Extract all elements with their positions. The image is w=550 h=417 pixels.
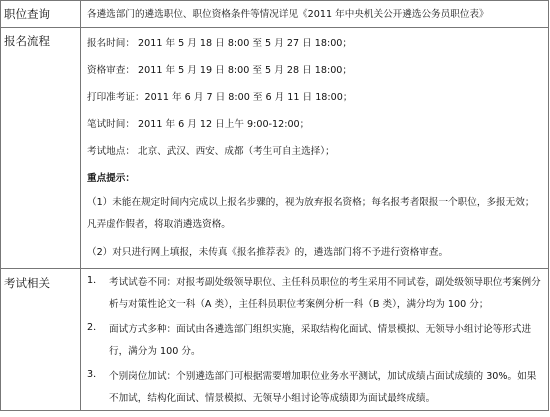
exam-item-2: [87, 319, 543, 363]
key-tip-2: （2）对只进行网上填报，未传真《报名推荐表》的，遴选部门将不予进行资格审查。: [87, 247, 449, 258]
qualification-review: 资格审查： 2011 年 5 月 19 日 8:00 至 5 月 28 日 18:00；: [87, 65, 352, 76]
registration-time: 报名时间： 2011 年 5 月 18 日 8:00 至 5 月 27 日 18:00；: [87, 38, 352, 49]
written-exam-time: 笔试时间： 2011 年 6 月 12 日上午 9:00-12:00；: [87, 119, 310, 130]
exam-item-1-text: 考试试卷不同：对报考副处级领导职位、主任科员职位的考生采用不同试卷，副处级领导职位考案例分析与对策性论文一科（A 类），主任科员职位考案例分析一科（B 类），满分均为 100 分；: [109, 277, 541, 310]
exam-item-3: [87, 366, 543, 410]
table-row-registration: [1, 28, 549, 269]
exam-item-2-number: 2．: [87, 322, 103, 333]
exam-item-1: [87, 272, 543, 316]
row-content-position-query: [81, 1, 549, 28]
exam-item-3-text: 个别岗位加试：个别遴选部门可根据需要增加职位业务水平测试，加试成绩占面试成绩的 30%。如果不加试，结构化面试、情景模拟、无领导小组讨论等成绩即为面试最终成绩。: [109, 371, 537, 404]
exam-location: 考试地点： 北京、武汉、西安、成都（考生可自主选择）；: [87, 146, 335, 157]
position-query-text: 各遴选部门的遴选职位、职位资格条件等情况详见《2011 年中央机关公开遴选公务员职位表》: [87, 9, 489, 20]
admission-ticket-print: 打印准考证：2011 年 6 月 7 日 8:00 至 6 月 11 日 18:00；: [87, 92, 353, 103]
row-label-registration: 报名流程: [1, 28, 81, 269]
row-label-position-query: 职位查询: [1, 1, 81, 28]
exam-item-3-number: 3．: [87, 369, 103, 380]
row-content-exam: [81, 269, 549, 411]
key-tip-1: （1）未能在规定时间内完成以上报名步骤的，视为放弃报名资格；每名报考者限报一个职位，多报无效；凡弄虚作假者，将取消遴选资格。: [87, 197, 535, 230]
exam-item-1-number: 1．: [87, 275, 103, 286]
exam-item-2-text: 面试方式多种：面试由各遴选部门组织实施，采取结构化面试、情景模拟、无领导小组讨论等形式进行，满分为 100 分。: [109, 324, 532, 357]
key-tips-title: 重点提示：: [87, 173, 135, 184]
row-content-registration: [81, 28, 549, 269]
table-row-exam: [1, 269, 549, 411]
row-label-exam: 考试相关: [1, 269, 81, 411]
table-row-position-query: [1, 1, 549, 28]
